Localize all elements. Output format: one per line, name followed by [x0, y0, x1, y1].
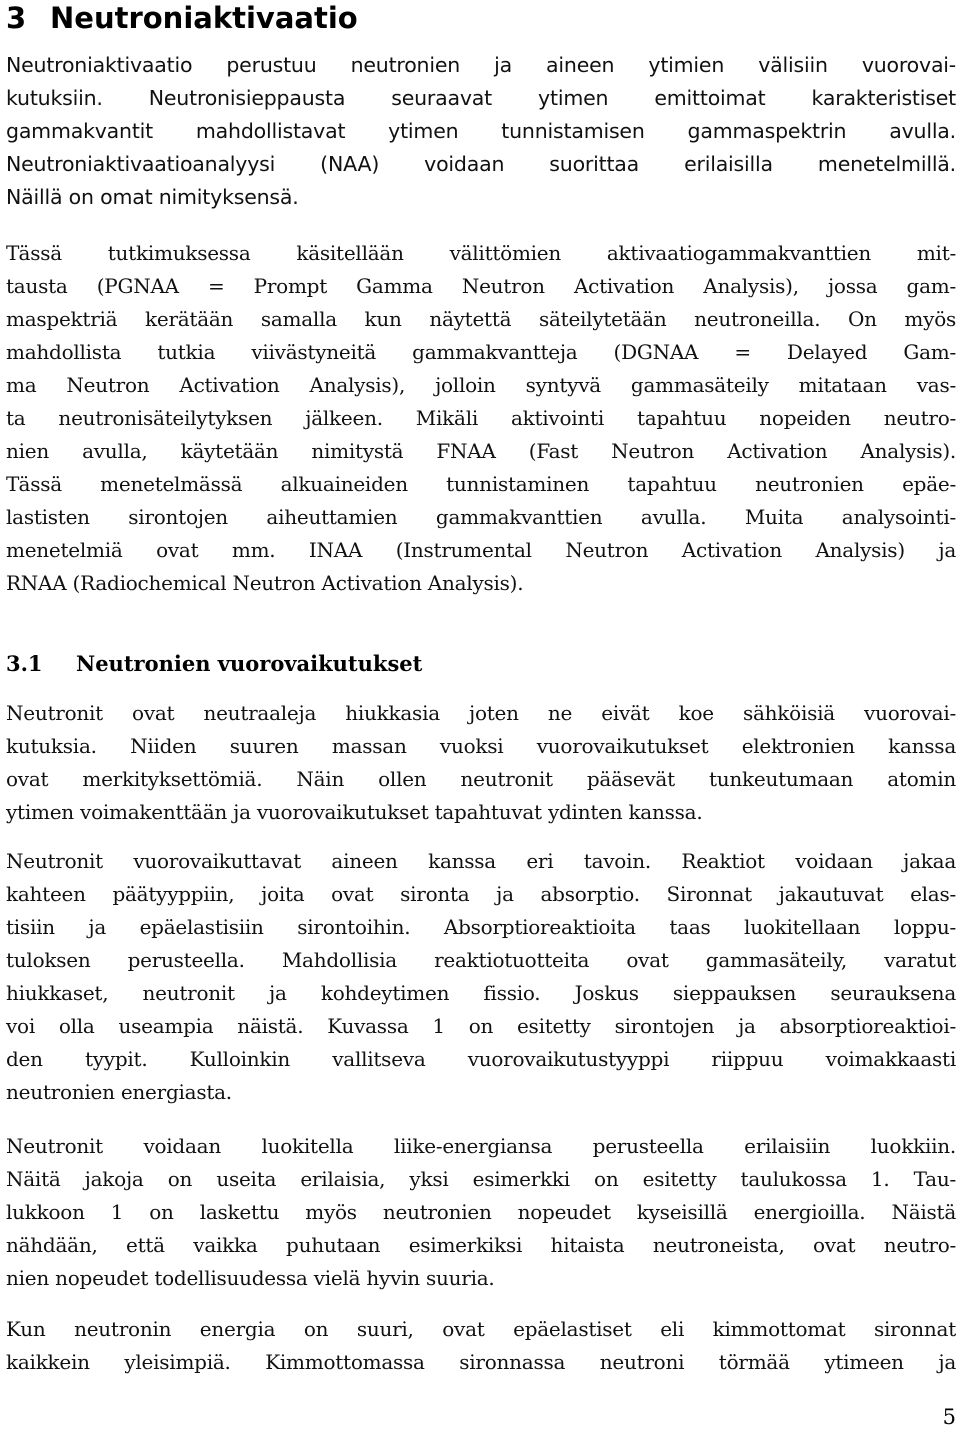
- paragraph-line: kutuksiin. Neutronisieppausta seuraavat ytimen emittoimat karakteristiset: [6, 86, 956, 110]
- paragraph-line: menetelmiä ovat mm. INAA (Instrumental Neutron Activation Analysis) ja: [6, 538, 956, 562]
- paragraph-line: den tyypit. Kulloinkin vallitseva vuorovaikutustyyppi riippuu voimakkaasti: [6, 1047, 956, 1071]
- paragraph-line: kutuksia. Niiden suuren massan vuoksi vuorovaikutukset elektronien kanssa: [6, 734, 956, 758]
- paragraph-line: Tässä tutkimuksessa käsitellään välittömien aktivaatiogammakvanttien mit-: [6, 241, 956, 265]
- paragraph-line: gammakvantit mahdollistavat ytimen tunnistamisen gammaspektrin avulla.: [6, 119, 956, 143]
- paragraph-line: nähdään, että vaikka puhutaan esimerkiksi hitaista neutroneista, ovat neutro-: [6, 1233, 956, 1257]
- paragraph-line: Neutronit ovat neutraaleja hiukkasia joten ne eivät koe sähköisiä vuorovai-: [6, 701, 956, 725]
- section-heading: [6, 0, 358, 36]
- paragraph-line: RNAA (Radiochemical Neutron Activation Analysis).: [6, 571, 524, 595]
- page-number: 5: [942, 1405, 956, 1429]
- paragraph-line: voi olla useampia näistä. Kuvassa 1 on esitetty sirontojen ja absorptioreaktioi-: [6, 1014, 956, 1038]
- interaction-paragraph: [6, 697, 956, 829]
- energy-classes-paragraph: [6, 1130, 956, 1295]
- subsection-title: Neutronien vuorovaikutukset: [76, 651, 423, 676]
- paragraph-line: tisiin ja epäelastisiin sirontoihin. Absorptioreaktioita taas luokitellaan loppu-: [6, 915, 956, 939]
- paragraph-line: ma Neutron Activation Analysis), jolloin syntyvä gammasäteily mitataan vas-: [6, 373, 956, 397]
- section-number: 3: [6, 1, 27, 35]
- paragraph-line: kaikkein yleisimpiä. Kimmottomassa sironnassa neutroni törmää ytimeen ja: [6, 1350, 956, 1374]
- paragraph-line: tausta (PGNAA = Prompt Gamma Neutron Activation Analysis), jossa gam-: [6, 274, 956, 298]
- paragraph-line: maspektriä kerätään samalla kun näytettä säteilytetään neutroneilla. On myös: [6, 307, 956, 331]
- paragraph-line: Neutroniaktivaatioanalyysi (NAA) voidaan suorittaa erilaisilla menetelmillä.: [6, 152, 956, 176]
- paragraph-line: nien avulla, käytetään nimitystä FNAA (Fast Neutron Activation Analysis).: [6, 439, 956, 463]
- paragraph-line: Kun neutronin energia on suuri, ovat epäelastiset eli kimmottomat sironnat: [6, 1317, 956, 1341]
- paragraph-line: ytimen voimakenttään ja vuorovaikutukset tapahtuvat ydinten kanssa.: [6, 800, 703, 824]
- paragraph-line: tuloksen perusteella. Mahdollisia reaktiotuotteita ovat gammasäteily, varatut: [6, 948, 956, 972]
- paragraph-line: Neutroniaktivaatio perustuu neutronien ja aineen ytimien välisiin vuorovai-: [6, 53, 956, 77]
- paragraph-line: Tässä menetelmässä alkuaineiden tunnistaminen tapahtuu neutronien epäe-: [6, 472, 956, 496]
- paragraph-line: kahteen päätyyppiin, joita ovat sironta ja absorptio. Sironnat jakautuvat elas-: [6, 882, 956, 906]
- subsection-heading: [6, 648, 422, 680]
- paragraph-line: ovat merkityksettömiä. Näin ollen neutronit pääsevät tunkeutumaan atomin: [6, 767, 956, 791]
- paragraph-line: lukkoon 1 on laskettu myös neutronien nopeudet kyseisillä energioilla. Näistä: [6, 1200, 956, 1224]
- section-title: Neutroniaktivaatio: [50, 1, 358, 35]
- paragraph-line: hiukkaset, neutronit ja kohdeytimen fissio. Joskus sieppauksen seurauksena: [6, 981, 956, 1005]
- subsection-number: 3.1: [6, 651, 43, 676]
- paragraph-line: lastisten sirontojen aiheuttamien gammakvanttien avulla. Muita analysointi-: [6, 505, 956, 529]
- method-paragraph: [6, 237, 956, 600]
- intro-paragraph: [6, 49, 956, 214]
- paragraph-line: mahdollista tutkia viivästyneitä gammakvantteja (DGNAA = Delayed Gam-: [6, 340, 956, 364]
- paragraph-line: nien nopeudet todellisuudessa vielä hyvin suuria.: [6, 1266, 495, 1290]
- reaction-types-paragraph: [6, 845, 956, 1109]
- paragraph-line: neutronien energiasta.: [6, 1080, 232, 1104]
- paragraph-line: Näillä on omat nimityksensä.: [6, 185, 299, 209]
- paragraph-line: Näitä jakoja on useita erilaisia, yksi esimerkki on esitetty taulukossa 1. Tau-: [6, 1167, 956, 1191]
- paragraph-line: Neutronit voidaan luokitella liike-energiansa perusteella erilaisiin luokkiin.: [6, 1134, 956, 1158]
- paragraph-line: Neutronit vuorovaikuttavat aineen kanssa eri tavoin. Reaktiot voidaan jakaa: [6, 849, 956, 873]
- paragraph-line: ta neutronisäteilytyksen jälkeen. Mikäli aktivointi tapahtuu nopeiden neutro-: [6, 406, 956, 430]
- scattering-paragraph: [6, 1313, 956, 1379]
